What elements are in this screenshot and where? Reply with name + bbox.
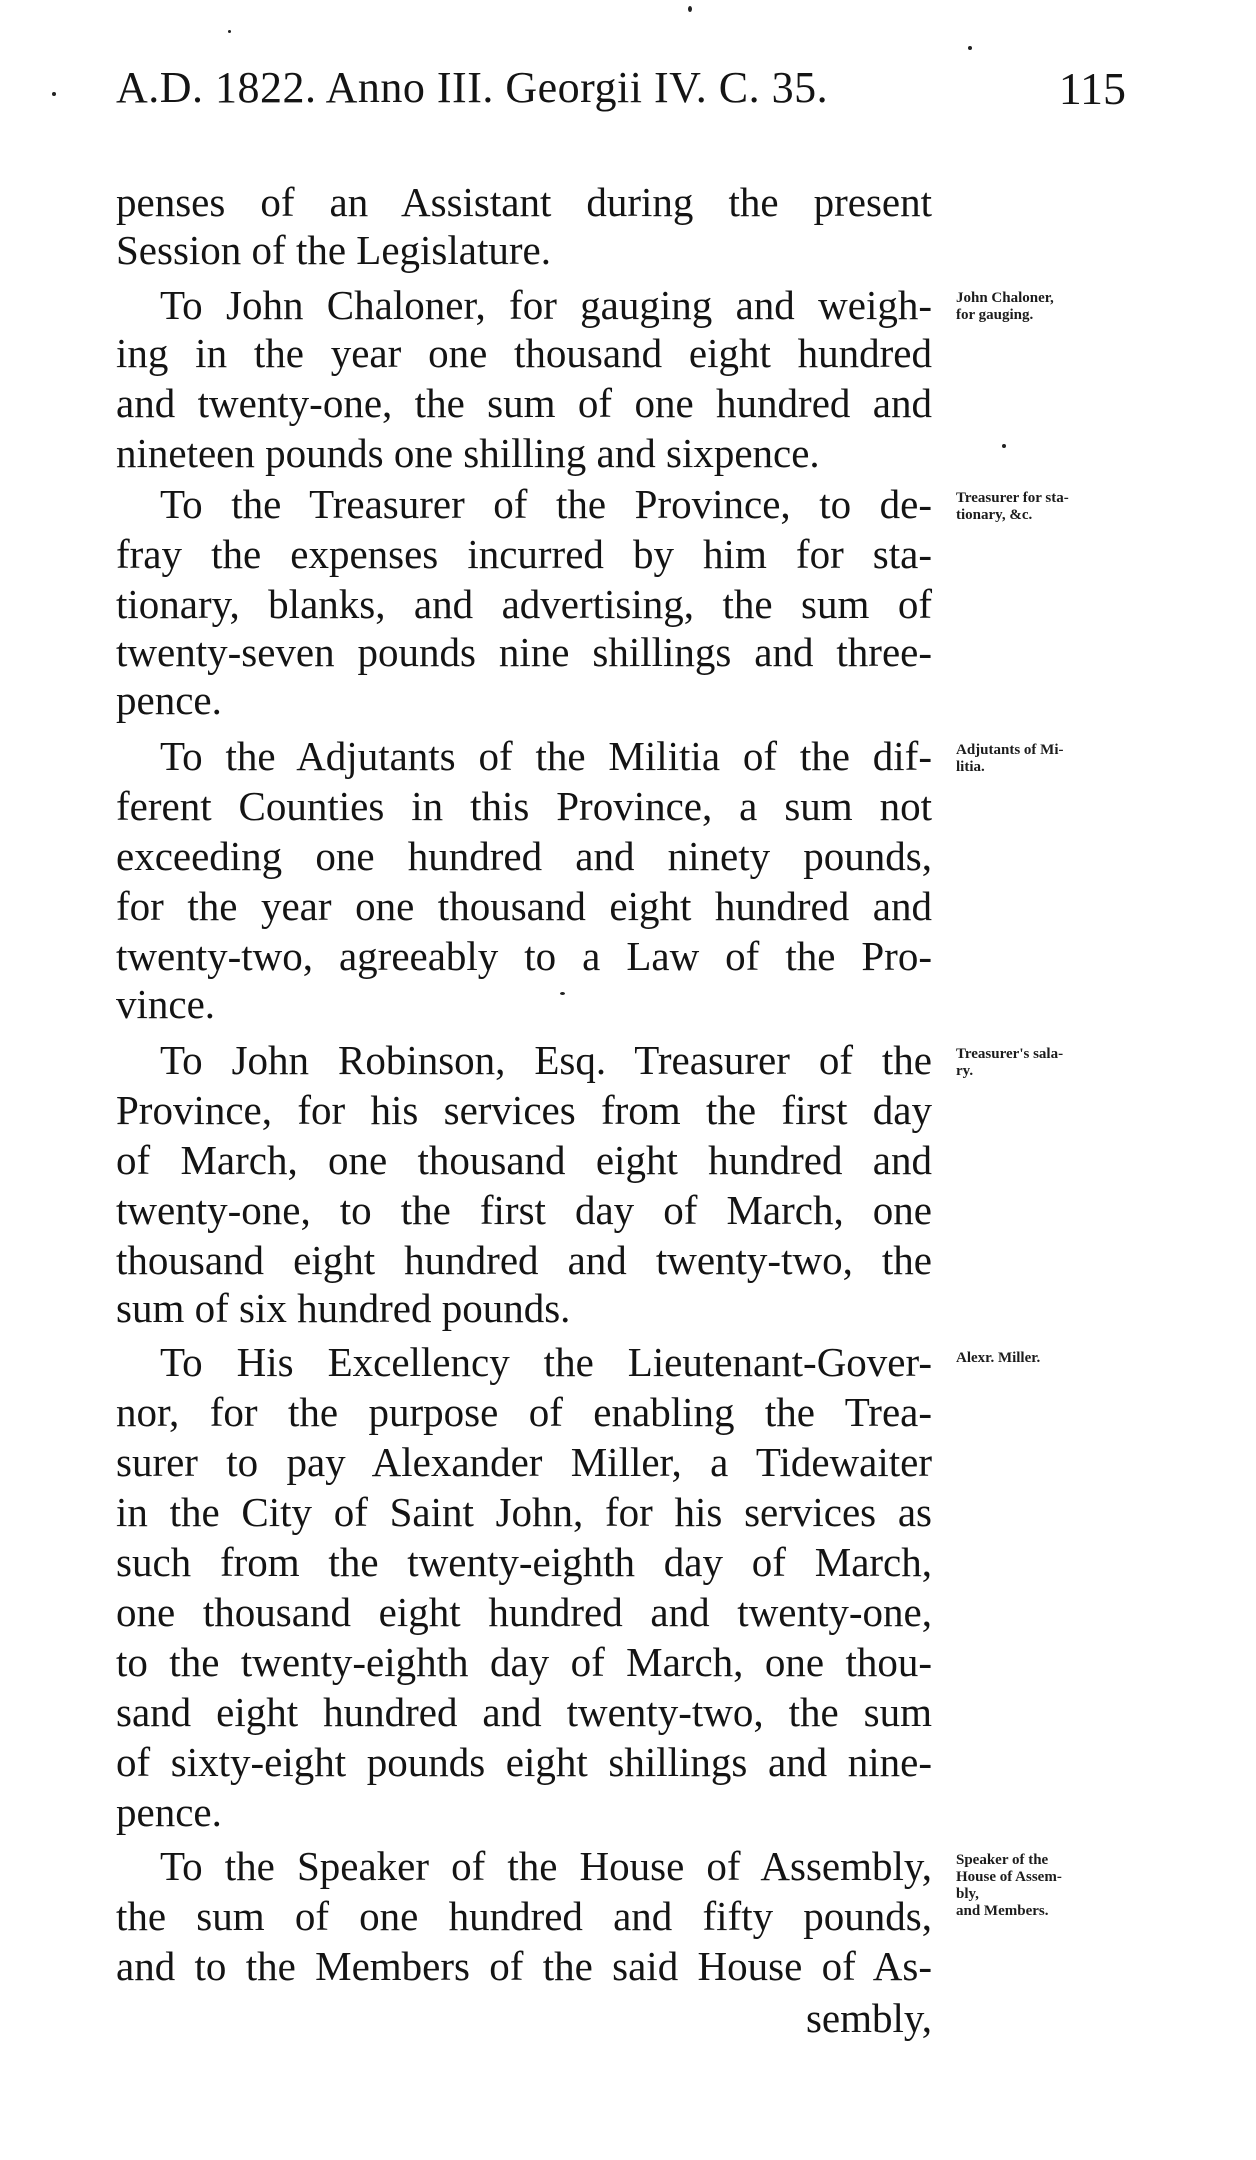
scan-speck	[52, 92, 56, 96]
text-line: of March, one thousand eight hundred and	[116, 1137, 932, 1183]
text-line: pence.	[116, 677, 222, 723]
text-line: sand eight hundred and twenty-two, the sum	[116, 1689, 932, 1735]
text-line: To the Treasurer of the Province, to de-	[160, 481, 932, 527]
text-line: To John Chaloner, for gauging and weigh-	[160, 282, 932, 328]
scan-speck	[560, 992, 565, 995]
text-line: to the twenty-eighth day of March, one thou-	[116, 1639, 932, 1685]
text-line: Session of the Legislature.	[116, 227, 551, 273]
margin-note-adjutants: Adjutants of Mi- litia.	[956, 742, 1064, 775]
text-line: nineteen pounds one shilling and sixpence.	[116, 430, 820, 476]
text-line: and twenty-one, the sum of one hundred and	[116, 380, 932, 426]
margin-note-miller: Alexr. Miller.	[956, 1350, 1041, 1366]
page-header	[116, 62, 1126, 132]
text-line: To the Adjutants of the Militia of the dif-	[160, 733, 932, 779]
text-line: Province, for his services from the first day	[116, 1087, 932, 1133]
text-line: tionary, blanks, and advertising, the sum of	[116, 581, 932, 627]
scan-speck	[228, 30, 231, 33]
text-line: such from the twenty-eighth day of March,	[116, 1539, 932, 1585]
text-line: To the Speaker of the House of Assembly,	[160, 1843, 932, 1889]
text-line: exceeding one hundred and ninety pounds,	[116, 833, 932, 879]
text-line: vince.	[116, 981, 216, 1027]
text-line: and to the Members of the said House of As-	[116, 1943, 932, 1989]
scan-speck	[688, 6, 692, 12]
text-line: pence.	[116, 1789, 222, 1835]
text-line: in the City of Saint John, for his services as	[116, 1489, 932, 1535]
text-line: ferent Counties in this Province, a sum not	[116, 783, 932, 829]
page-number: 115	[1058, 63, 1126, 114]
text-line: of sixty-eight pounds eight shillings and nine-	[116, 1739, 932, 1785]
catchword: sembly,	[805, 1995, 932, 2041]
text-line: sum of six hundred pounds.	[116, 1285, 571, 1331]
text-line: To John Robinson, Esq. Treasurer of the	[160, 1037, 932, 1083]
margin-note-speaker: Speaker of the House of Assem- bly, and Members.	[956, 1852, 1062, 1919]
text-line: twenty-two, agreeably to a Law of the Pro-	[116, 933, 932, 979]
text-line: ing in the year one thousand eight hundred	[116, 330, 932, 376]
text-line: penses of an Assistant during the present	[116, 179, 932, 225]
text-line: To His Excellency the Lieutenant-Gover-	[160, 1339, 932, 1385]
margin-note-treasurer-stationary: Treasurer for sta- tionary, &c.	[956, 490, 1069, 523]
text-line: fray the expenses incurred by him for sta-	[116, 531, 932, 577]
margin-note-treasurer-salary: Treasurer's sala- ry.	[956, 1046, 1064, 1079]
scan-speck	[1002, 444, 1006, 448]
text-line: twenty-one, to the first day of March, one	[116, 1187, 932, 1233]
margin-note-chaloner: John Chaloner, for gauging.	[956, 290, 1054, 323]
text-line: the sum of one hundred and fifty pounds,	[116, 1893, 932, 1939]
running-title: A.D. 1822. Anno III. Georgii IV. C. 35.	[116, 63, 829, 112]
text-line: for the year one thousand eight hundred and	[116, 883, 932, 929]
text-line: surer to pay Alexander Miller, a Tidewaiter	[116, 1439, 932, 1485]
text-line: nor, for the purpose of enabling the Trea-	[116, 1389, 932, 1435]
text-line: one thousand eight hundred and twenty-one,	[116, 1589, 932, 1635]
scan-speck	[968, 46, 972, 50]
text-line: thousand eight hundred and twenty-two, the	[116, 1237, 932, 1283]
text-line: twenty-seven pounds nine shillings and three-	[116, 629, 932, 675]
